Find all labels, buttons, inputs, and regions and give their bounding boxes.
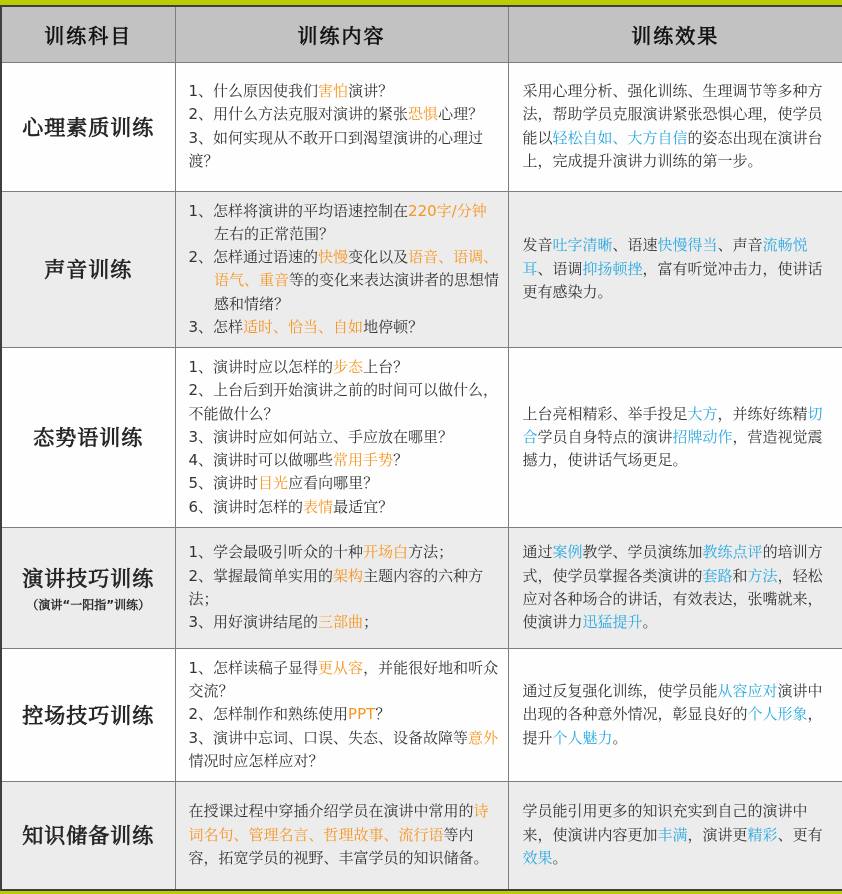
content-cell (175, 191, 508, 348)
plain-text: 心理？ (438, 105, 484, 124)
highlighted-text: 适时、恰当、自如 (243, 317, 364, 336)
content-item (189, 496, 500, 519)
col-header-effect: 训练效果 (508, 6, 842, 62)
highlighted-text: 恐惧 (408, 105, 439, 124)
plain-text: 演讲？ (348, 82, 394, 100)
content-item (189, 565, 500, 612)
plain-text: ，提升 (522, 705, 823, 747)
content-item (189, 611, 500, 634)
highlighted-text: 套路 (702, 566, 733, 585)
plain-text: 6、演讲时怎样的 (188, 497, 304, 516)
plain-text: 、语速 (612, 236, 658, 255)
plain-text: 情况时应怎样应对？ (188, 751, 324, 770)
plain-text: 。 (552, 848, 568, 867)
highlighted-text: 迅猛提升 (582, 613, 643, 631)
subject-cell (1, 348, 175, 528)
content-item (189, 246, 500, 316)
subject-cell (1, 648, 175, 781)
plain-text: 应看向哪里？ (288, 474, 379, 493)
highlighted-text: PPT (348, 705, 376, 724)
plain-text: 教学、学员演练加 (582, 543, 703, 562)
highlighted-text: 方法 (747, 566, 778, 585)
plain-text: 3、用好演讲结尾的 (188, 613, 319, 631)
subject-cell (1, 527, 175, 648)
highlighted-text: 吐字清晰 (552, 236, 613, 255)
plain-text: ，并能很好地和听众交流？ (188, 658, 499, 700)
content-item (189, 426, 500, 449)
highlighted-text: 精彩 (747, 825, 778, 844)
highlighted-text: 步态 (333, 358, 364, 376)
plain-text: 地停顿？ (363, 317, 424, 336)
table-row (1, 648, 842, 781)
content-item (189, 472, 500, 495)
plain-text: 通过 (522, 543, 553, 562)
subject-cell (1, 782, 175, 890)
plain-text: 1、演讲时应以怎样的 (188, 358, 334, 376)
effect-cell (508, 527, 842, 648)
plain-text: 。 (642, 613, 658, 631)
subject-title: 知识储备训练 (22, 824, 155, 849)
header-row (1, 6, 842, 62)
content-item (189, 449, 500, 472)
plain-text: 、语调 (537, 259, 583, 278)
plain-text: 学员能引用更多的知识充实到自己的演讲中来，使演讲内容更加 (522, 802, 808, 844)
plain-text: ？ (393, 451, 409, 469)
effect-text (523, 80, 829, 173)
table-row (1, 782, 842, 890)
plain-text: ，富有听觉冲击力，使讲话更有感染力。 (522, 259, 823, 301)
highlighted-text: 架构 (333, 566, 364, 585)
highlighted-text: 开场白 (363, 543, 409, 562)
content-cell (175, 348, 508, 528)
plain-text: 的姿态出现在演讲台上，完成提升演讲力训练的第一步。 (522, 128, 823, 170)
highlighted-text: 害怕 (318, 82, 349, 100)
plain-text: 4、演讲时可以做哪些 (188, 451, 334, 469)
plain-text: ，轻松应对各种场合的讲话，有效表达，张嘴就来，使演讲力 (522, 566, 823, 631)
plain-text: 在授课过程中穿插介绍学员在演讲中常用的 (188, 802, 474, 821)
highlighted-text: 意外 (468, 728, 499, 747)
plain-text: 2、怎样通过语速的 (188, 248, 319, 266)
plain-text: 最适宜？ (333, 497, 394, 516)
content-item (189, 800, 500, 870)
highlighted-text: 效果 (522, 848, 553, 867)
subject-title: 态势语训练 (33, 426, 144, 451)
content-item (189, 127, 500, 174)
content-item (189, 703, 500, 726)
effect-cell (508, 782, 842, 890)
plain-text: 等的变化来表达演讲者的思想情感和情绪？ (214, 271, 500, 313)
highlighted-text: 案例 (552, 543, 583, 562)
content-cell (175, 782, 508, 890)
subject-cell (1, 62, 175, 191)
plain-text: 学员自身特点的演讲 (537, 427, 673, 446)
highlighted-text: 个人魅力 (552, 728, 613, 747)
plain-text: 3、如何实现从不敢开口到渴望演讲的心理过渡？ (188, 128, 484, 170)
highlighted-text: 招牌动作 (672, 427, 733, 446)
plain-text: 2、掌握最简单实用的 (188, 566, 334, 585)
content-item (189, 356, 500, 379)
effect-cell (508, 191, 842, 348)
highlighted-text: 220字/分钟 (408, 201, 487, 220)
plain-text: 1、什么原因使我们 (188, 82, 319, 100)
highlighted-text: 切合 (522, 404, 823, 446)
subject-cell (1, 191, 175, 348)
content-item (189, 80, 500, 103)
plain-text: 和 (732, 566, 748, 585)
plain-text: 3、怎样 (188, 317, 244, 336)
content-item (189, 657, 500, 704)
plain-text: 1、学会最吸引听众的十种 (188, 543, 364, 562)
highlighted-text: 快慢得当 (657, 236, 718, 255)
effect-text (523, 403, 829, 473)
plain-text: 上台亮相精彩、举手投足 (522, 404, 688, 423)
plain-text: 左右的正常范围？ (214, 224, 335, 243)
subject-title: 演讲技巧训练 (22, 566, 155, 591)
content-item (189, 103, 500, 126)
table-row (1, 62, 842, 191)
effect-cell (508, 648, 842, 781)
highlighted-text: 更从容 (318, 658, 364, 677)
plain-text: 、更有 (777, 825, 823, 844)
highlighted-text: 丰满 (657, 825, 688, 844)
highlighted-text: 表情 (303, 497, 334, 516)
highlighted-text: 抑扬顿挫 (582, 259, 643, 278)
plain-text: 。 (612, 728, 628, 747)
table-row (1, 527, 842, 648)
training-table (0, 5, 842, 891)
plain-text: 通过反复强化训练，使学员能 (522, 682, 718, 700)
bottom-accent-line (0, 891, 842, 894)
plain-text: 1、怎样将演讲的平均语速控制在 (188, 201, 409, 220)
plain-text: 2、用什么方法克服对演讲的紧张 (188, 105, 409, 124)
subject-subtitle: （演讲“一阳指”训练） (26, 597, 151, 612)
effect-text (523, 800, 829, 870)
highlighted-text: 目光 (258, 474, 289, 493)
content-item (189, 541, 500, 564)
highlighted-text: 轻松自如、大方自信 (552, 128, 688, 147)
plain-text: 方法； (408, 543, 454, 562)
content-item (189, 200, 500, 247)
plain-text: 3、演讲时应如何站立、手应放在哪里？ (188, 427, 454, 446)
plain-text: 5、演讲时 (188, 474, 259, 493)
effect-text (523, 234, 829, 304)
plain-text: 上台？ (363, 358, 409, 376)
plain-text: ？ (375, 705, 391, 724)
plain-text: ，营造视觉震撼力，使讲话气场更足。 (522, 427, 823, 469)
highlighted-text: 教练点评 (702, 543, 763, 562)
plain-text: 发音 (522, 236, 553, 255)
plain-text: 2、怎样制作和熟练使用 (188, 705, 349, 724)
plain-text: 2、上台后到开始演讲之前的时间可以做什么，不能做什么？ (188, 381, 499, 423)
col-header-content: 训练内容 (175, 6, 508, 62)
plain-text: 3、演讲中忘词、口误、失态、设备故障等 (188, 728, 469, 747)
plain-text: 变化以及 (348, 248, 409, 266)
content-item (189, 379, 500, 426)
content-cell (175, 527, 508, 648)
plain-text: 等内容，拓宽学员的视野、丰富学员的知识储备。 (188, 825, 489, 867)
effect-cell (508, 62, 842, 191)
highlighted-text: 个人形象 (747, 705, 808, 724)
subject-title: 心理素质训练 (22, 115, 155, 140)
subject-title: 控场技巧训练 (22, 703, 155, 728)
plain-text: 、声音 (717, 236, 763, 255)
highlighted-text: 快慢 (318, 248, 349, 266)
content-item (189, 727, 500, 774)
effect-text (523, 541, 829, 634)
highlighted-text: 常用手势 (333, 451, 394, 469)
highlighted-text: 语音、语调、语气、重音 (214, 248, 499, 290)
content-item (189, 316, 500, 339)
plain-text: 1、怎样读稿子显得 (188, 658, 319, 677)
col-header-subject: 训练科目 (1, 6, 175, 62)
highlighted-text: 流畅悦耳 (522, 236, 808, 278)
plain-text: ； (363, 613, 379, 631)
effect-text (523, 680, 829, 750)
highlighted-text: 三部曲 (318, 613, 364, 631)
table-row (1, 348, 842, 528)
plain-text: ，演讲更 (687, 825, 748, 844)
plain-text: 的培训方式，使学员掌握各类演讲的 (522, 543, 823, 585)
plain-text: ，并练好练精 (717, 404, 808, 423)
plain-text: 采用心理分析、强化训练、生理调节等多种方法，帮助学员克服演讲紧张恐惧心理，使学员能以 (522, 82, 823, 147)
content-cell (175, 62, 508, 191)
highlighted-text: 从容应对 (717, 682, 778, 700)
subject-title: 声音训练 (44, 258, 133, 283)
content-cell (175, 648, 508, 781)
effect-cell (508, 348, 842, 528)
highlighted-text: 诗词名句、管理名言、哲理故事、流行语 (188, 802, 489, 844)
table-row (1, 191, 842, 348)
plain-text: 演讲中出现的各种意外情况，彰显良好的 (522, 682, 823, 724)
highlighted-text: 大方 (687, 404, 718, 423)
plain-text: 主题内容的六种方法； (188, 566, 484, 608)
